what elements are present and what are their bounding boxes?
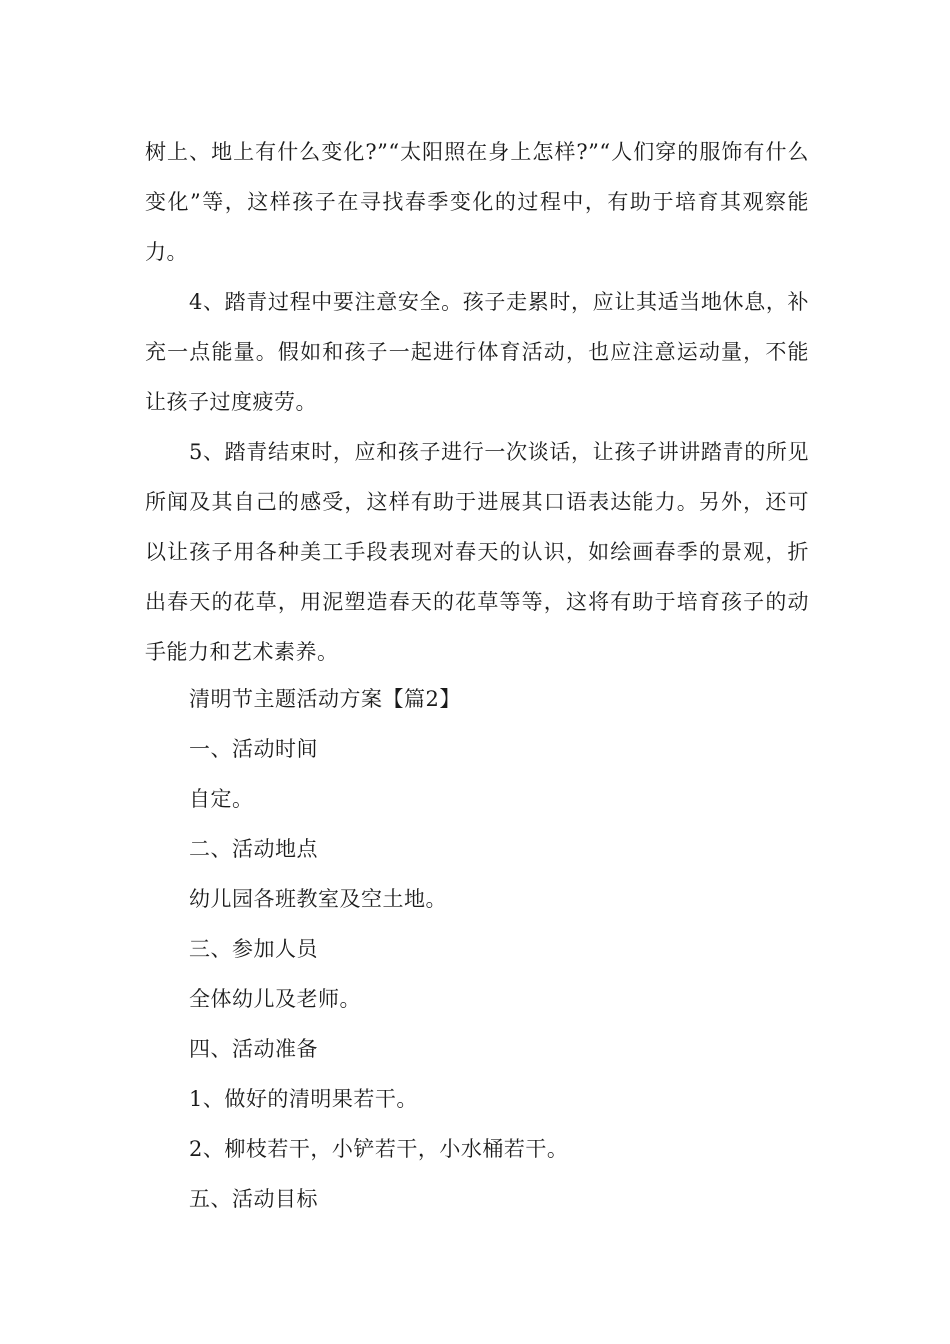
heading-activity-time: 一、活动时间 <box>189 737 318 761</box>
heading-activity-goals: 五、活动目标 <box>189 1187 318 1211</box>
list-item-preparation-1: 1、做好的清明果若干。 <box>189 1087 418 1111</box>
heading-activity-location: 二、活动地点 <box>189 837 318 861</box>
heading-participants: 三、参加人员 <box>189 937 318 961</box>
paragraph-conversation: 5、踏青结束时，应和孩子进行一次谈话，让孩子讲讲踏青的所见所闻及其自己的感受，这样有助于进展其口语表达能力。另外，还可以让孩子用各种美工手段表现对春天的认识，如绘画春季的景观，折出春天的花草，用泥塑造春天的花草等等，这将有助于培育孩子的动手能力和艺术素养。 <box>145 440 809 664</box>
text-activity-location: 幼儿园各班教室及空土地。 <box>189 887 447 911</box>
paragraph-observation: 树上、地上有什么变化?”“太阳照在身上怎样?”“人们穿的服饰有什么变化”等，这样孩子在寻找春季变化的过程中，有助于培育其观察能力。 <box>145 140 809 264</box>
paragraph-safety: 4、踏青过程中要注意安全。孩子走累时，应让其适当地休息，补充一点能量。假如和孩子一起进行体育活动，也应注意运动量，不能让孩子过度疲劳。 <box>145 290 809 414</box>
section-title: 清明节主题活动方案【篇2】 <box>189 687 461 711</box>
text-activity-time: 自定。 <box>189 787 254 811</box>
heading-preparation: 四、活动准备 <box>189 1037 318 1061</box>
text-participants: 全体幼儿及老师。 <box>189 987 361 1011</box>
list-item-preparation-2: 2、柳枝若干，小铲若干，小水桶若干。 <box>189 1137 569 1161</box>
